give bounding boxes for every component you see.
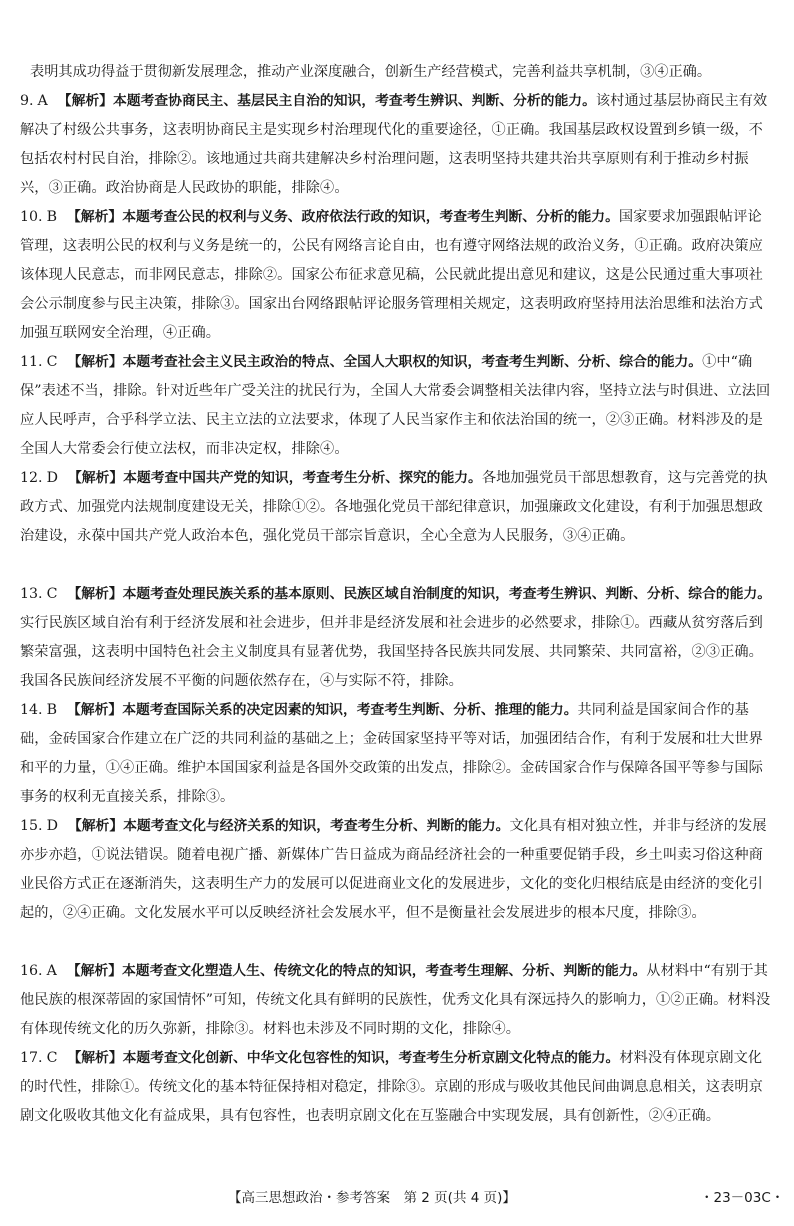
- footer-title: 【高三思想政治・参考答案 第 2 页(共 4 页)】: [228, 1190, 516, 1206]
- answer-item-13: [20, 580, 772, 696]
- item-lead: 本题考查文化创新、中华文化包容性的知识，考查考生分析京剧文化特点的能力。: [122, 1050, 620, 1066]
- item-body: 实行民族区域自治有利于经济发展和社会进步，但并非是经济发展和社会进步的必然要求，排除①。西藏从贫穷落后到繁荣富强，这表明中国特色社会主义制度具有显著优势，我国坚持各民族共同发展、共同繁荣、共同富裕，②③正确。我国各民族间经济发展不平衡的问题依然存在，④与实际不符，排除。: [20, 615, 763, 689]
- item-lead: 本题考查公民的权利与义务、政府依法行政的知识，考查考生判断、分析的能力。: [122, 209, 619, 225]
- item-lead: 本题考查中国共产党的知识，考查考生分析、探究的能力。: [123, 470, 482, 486]
- analysis-tag: 【解析】: [57, 93, 113, 109]
- analysis-tag: 【解析】: [67, 586, 123, 602]
- answer-item-17: [20, 1044, 772, 1131]
- item-number: 12.: [20, 470, 43, 486]
- item-lead: 本题考查文化塑造人生、传统文化的特点的知识，考查考生理解、分析、判断的能力。: [122, 963, 647, 979]
- analysis-tag: 【解析】: [67, 209, 123, 225]
- item-body: ①中“确保”表述不当，排除。针对近些年广受关注的扰民行为，全国人大常委会调整相关法律内容，坚持立法与时俱进、立法回应人民呼声，合乎科学立法、民主立法的立法要求，体现了人民当家作主和依法治国的统一，②③正确。材料涉及的是全国人大常委会行使立法权，而非决定权，排除④。: [20, 354, 771, 457]
- analysis-tag: 【解析】: [67, 702, 123, 718]
- item-body: 国家要求加强跟帖评论管理，这表明公民的权利与义务是统一的，公民有网络言论自由，也有遵守网络法规的政治义务，①正确。政府决策应该体现人民意志，而非网民意志，排除②。国家公布征求意见稿，公民就此提出意见和建议，这是公民通过重大事项社会公示制度参与民主决策，排除③。国家出台网络跟帖评论服务管理相关规定，这表明政府坚持用法治思维和法治方式加强互联网安全治理，④正确。: [20, 209, 763, 341]
- item-answer: C: [46, 586, 58, 602]
- item-answer: A: [46, 963, 57, 979]
- item-lead: 本题考查处理民族关系的基本原则、民族区域自治制度的知识，考查考生辨识、判断、分析、综合的能力。: [122, 586, 772, 602]
- item-number: 17.: [20, 1050, 43, 1066]
- answer-item-10: [20, 203, 772, 348]
- item-number: 13.: [20, 586, 43, 602]
- answer-item-15: [20, 812, 772, 928]
- item-answer: D: [46, 470, 58, 486]
- item-lead: 本题考查国际关系的决定因素的知识，考查考生判断、分析、推理的能力。: [122, 702, 578, 718]
- answer-item-14: [20, 696, 772, 812]
- footer-code: ・23－03C・: [700, 1190, 785, 1206]
- analysis-tag: 【解析】: [66, 963, 123, 979]
- item-answer: B: [46, 702, 58, 718]
- item-answer: B: [46, 209, 58, 225]
- item-body: 材料没有体现京剧文化的时代性，排除①。传统文化的基本特征保持相对稳定，排除③。京剧的形成与吸收其他民间曲调息息相关，这表明京剧文化吸收其他文化有益成果，具有包容性，也表明京剧文化在互鉴融合中实现发展，具有创新性，②④正确。: [20, 1050, 763, 1124]
- analysis-tag: 【解析】: [67, 1050, 123, 1066]
- item-number: 11.: [20, 354, 43, 370]
- answer-item-11: [20, 348, 772, 464]
- item-answer: C: [46, 354, 58, 370]
- item-answer: A: [37, 93, 48, 109]
- item-number: 15.: [20, 818, 43, 834]
- item-body: 该村通过基层协商民主有效解决了村级公共事务，这表明协商民主是实现乡村治理现代化的重要途径，①正确。我国基层政权设置到乡镇一级，不包括农村村民自治，排除②。该地通过共商共建解决乡村治理问题，这表明坚持共建共治共享原则有利于推动乡村振兴，③正确。政治协商是人民政协的职能，排除④。: [20, 93, 768, 196]
- item-lead: 本题考查协商民主、基层民主自治的知识，考查考生辨识、判断、分析的能力。: [112, 93, 596, 109]
- item-number: 9.: [20, 93, 34, 109]
- item-answer: D: [46, 818, 58, 834]
- item-lead: 本题考查社会主义民主政治的特点、全国人大职权的知识，考查考生判断、分析、综合的能力。: [122, 354, 703, 370]
- item-body: 从材料中“有别于其他民族的根深蒂固的家国情怀”可知，传统文化具有鲜明的民族性，优秀文化具有深远持久的影响力，①②正确。材料没有体现传统文化的历久弥新，排除③。材料也未涉及不同时期的文化，排除④。: [20, 963, 771, 1037]
- item-number: 10.: [20, 209, 43, 225]
- item-answer: C: [46, 1050, 58, 1066]
- item-lead: 本题考查文化与经济关系的知识，考查考生分析、判断的能力。: [123, 818, 510, 834]
- item-body: 文化具有相对独立性，并非与经济的发展亦步亦趋，①说法错误。随着电视广播、新媒体广告日益成为商品经济社会的一种重要促销手段，乡土叫卖习俗这种商业民俗方式正在逐渐消失，这表明生产力的发展可以促进商业文化的发展进步，文化的变化归根结底是由经济的变化引起的，②④正确。文化发展水平可以反映经济社会发展水平，但不是衡量社会发展进步的根本尺度，排除③。: [20, 818, 767, 921]
- analysis-tag: 【解析】: [67, 818, 124, 834]
- item-number: 16.: [20, 963, 43, 979]
- item-number: 14.: [20, 702, 43, 718]
- item-body: 共同利益是国家间合作的基础，金砖国家合作建立在广泛的共同利益的基础之上；金砖国家坚持平等对话，加强团结合作，有利于发展和壮大世界和平的力量，①④正确。维护本国国家利益是各国外交政策的出发点，排除②。金砖国家合作与保障各国平等参与国际事务的权利无直接关系，排除③。: [20, 702, 763, 805]
- analysis-tag: 【解析】: [67, 470, 124, 486]
- page-footer: [0, 1182, 794, 1212]
- continued-text: 表明其成功得益于贯彻新发展理念，推动产业深度融合，创新生产经营模式，完善利益共享机制，③④正确。: [30, 64, 712, 80]
- answer-item-16: [20, 957, 772, 1044]
- answer-item-9: [20, 87, 772, 203]
- analysis-tag: 【解析】: [67, 354, 123, 370]
- item-body: 各地加强党员干部思想教育，这与完善党的执政方式、加强党内法规制度建设无关，排除①②。各地强化党员干部纪律意识，加强廉政文化建设，有利于加强思想政治建设，永葆中国共产党人政治本色，强化党员干部宗旨意识，全心全意为人民服务，③④正确。: [20, 470, 768, 544]
- answer-item-12: [20, 464, 772, 551]
